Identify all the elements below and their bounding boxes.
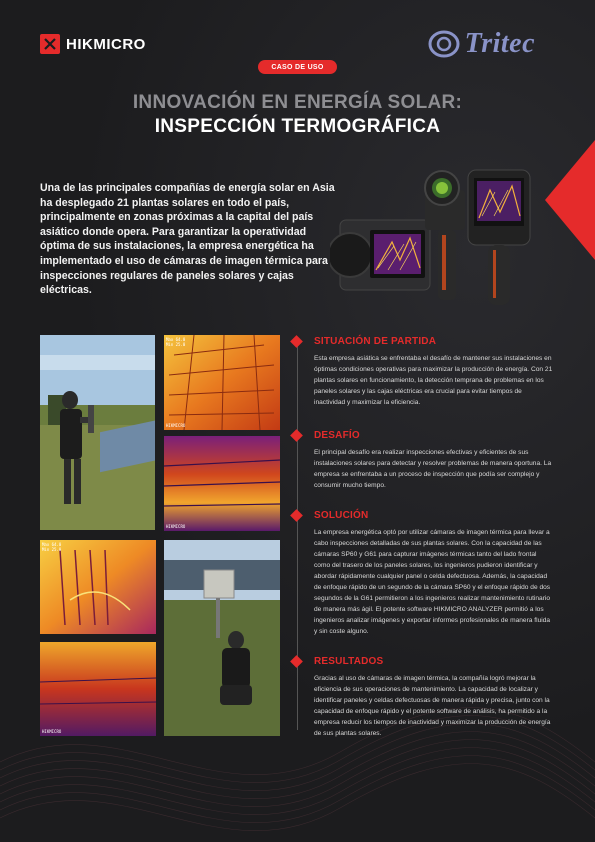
case-study-badge: CASO DE USO (258, 60, 337, 74)
thermal-temp-readout (166, 337, 185, 347)
hikmicro-logo (40, 34, 146, 54)
tritec-logo-icon (427, 29, 461, 59)
thermal-max-label: Max 64.0 (42, 542, 62, 547)
photo-engineer-electrical-box (164, 540, 280, 736)
intro-paragraph: Una de las principales compañías de energía solar en Asia ha desplegado 21 plantas solares en todo el país, principalmente en zonas próximas a la capital del país asiático donde opera. Para garantizar la operatividad óptima de sus instalaciones, la empresa energética ha implementado el uso de cámaras de imagen térmica para inspecciones regulares de paneles solares y cajas eléctricas. (40, 182, 335, 297)
section-body: La empresa energética optó por utilizar cámaras de imagen térmica para llevar a cabo inspecciones detalladas de sus plantas solares. Con la capacidad de las cámaras SP60 y G61 para capturar imágenes térmicas tanto del lado frontal como del trasero de los paneles solares, los ingenieros pudieron identificar y abordar rápidamente cualquier panel o celda defectuosa. Además, la capacidad de enfoque rápido de un segundo de la cámara SP60 y el enfoque rápido de dos segundos de la G61 permitieron a los ingenieros realizar mantenimiento rutinario de manera más ágil. El potente software HIKMICRO ANALYZER permitió a los ingenieros analizar imágenes y exportar informes profesionales de manera fluida y sin coste alguno. (314, 529, 551, 635)
hikmicro-logo-text: HIKMICRO (66, 35, 146, 53)
diamond-bullet-icon (290, 335, 303, 348)
section-resultados (292, 656, 562, 746)
section-title: SITUACIÓN DE PARTIDA (314, 336, 437, 347)
thermal-brand-label: HIKMICRO (42, 729, 62, 734)
page-title-line1: INNOVACIÓN EN ENERGÍA SOLAR: (132, 92, 463, 113)
tritec-logo-text: Tritec (464, 28, 535, 59)
thermal-brand-label: HIKMICRO (166, 524, 186, 529)
thermal-image-panels-1 (164, 335, 280, 430)
diamond-bullet-icon (290, 429, 303, 442)
camera-sp60-illustration (468, 170, 530, 305)
thermal-image-electrical-box (40, 540, 156, 634)
section-title: DESAFÍO (314, 430, 360, 441)
thermal-cameras-image (330, 150, 540, 320)
photo-engineer-inspecting-panels (40, 335, 155, 530)
thermal-image-panels-2 (164, 436, 280, 531)
section-title: RESULTADOS (314, 656, 384, 667)
hikmicro-logo-icon (40, 34, 60, 54)
thermal-min-label: Min 25.0 (166, 342, 186, 347)
thermal-image-panels-3 (40, 642, 156, 736)
section-desafio (292, 430, 562, 500)
thermal-brand-label: HIKMICRO (166, 423, 186, 428)
diamond-bullet-icon (290, 509, 303, 522)
section-body: Gracias al uso de cámaras de imagen térmica, la compañía logró mejorar la eficiencia de sus operaciones de mantenimiento. La capacidad de localizar y identificar paneles y celdas defectuosas de manera rápida y precisa, junto con la capacidad de enfoque rápido y el potente software de análisis, ha permitido a la empresa reducir los tiempos de inactividad y maximizar la producción de energía de sus plantas solares. (314, 675, 551, 737)
section-situacion (292, 336, 562, 416)
tritec-logo (427, 28, 535, 60)
camera-g61-illustration (330, 171, 465, 300)
page-title-line2: INSPECCIÓN TERMOGRÁFICA (154, 116, 441, 137)
thermal-temp-readout (42, 542, 61, 552)
section-solucion (292, 510, 562, 640)
section-body: Esta empresa asiática se enfrentaba el desafío de mantener sus instalaciones en óptimas condiciones operativas para maximizar la producción de energía. Con 21 plantas solares en funcionamiento, la detección temprana de problemas en los paneles solares y las cajas eléctricas era crucial para evitar tiempos de inactividad y maximizar la eficiencia. (314, 355, 553, 406)
thermal-min-label: Min 25.0 (42, 547, 62, 552)
section-body: El principal desafío era realizar inspecciones efectivas y eficientes de sus instalaciones solares para detectar y resolver problemas de manera oportuna. La empresa se enfrentaba a un proceso de inspección que podía ser complejo y consumir mucho tiempo. (314, 449, 552, 489)
diamond-bullet-icon (290, 655, 303, 668)
section-title: SOLUCIÓN (314, 510, 369, 521)
red-accent-triangle (545, 140, 595, 260)
thermal-max-label: Max 64.0 (166, 337, 186, 342)
